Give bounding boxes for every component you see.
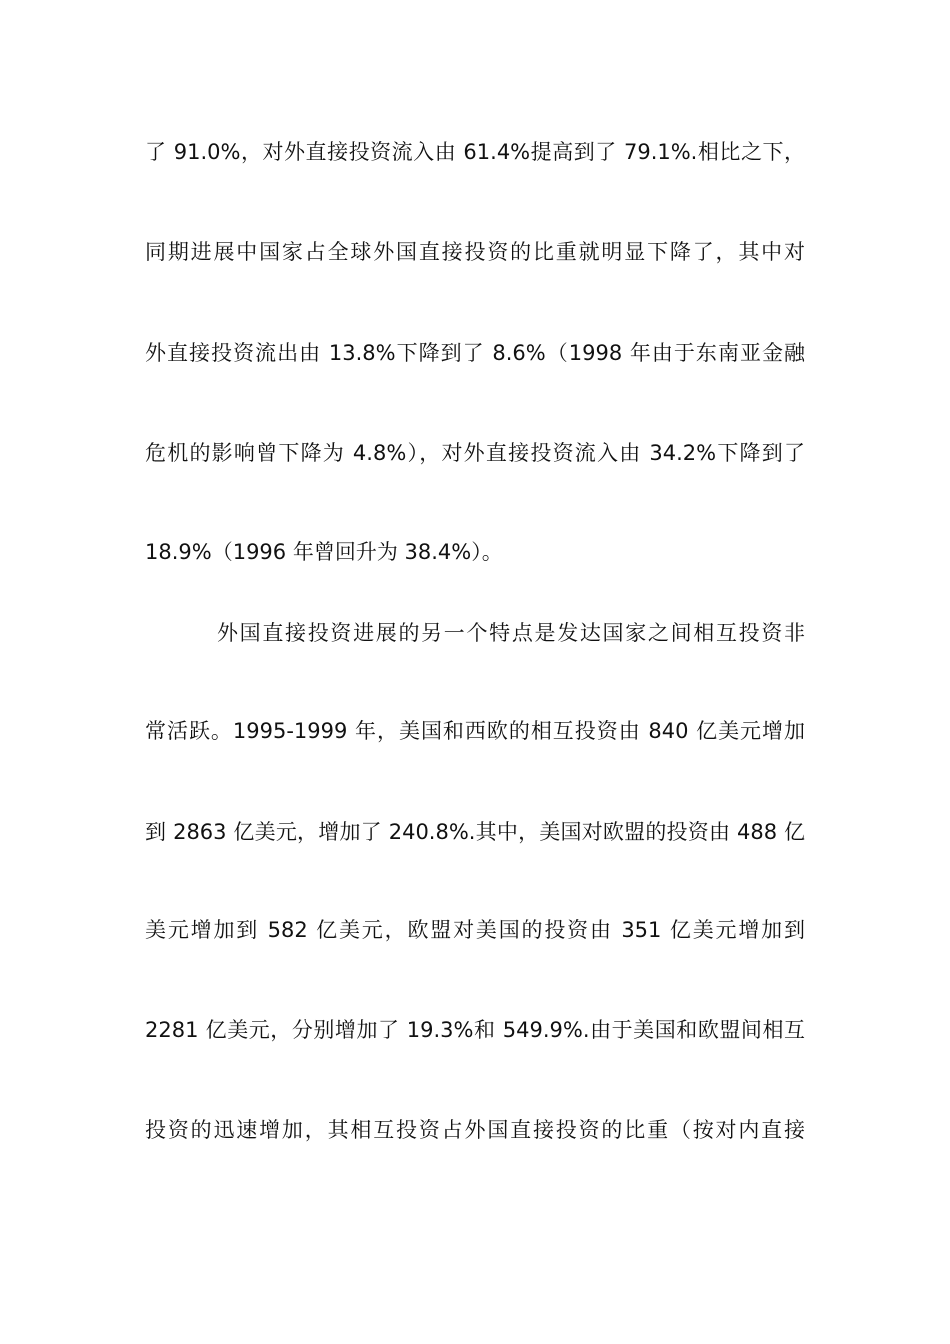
text-line-5: 18.9%（1996 年曾回升为 38.4%）。 (145, 540, 503, 564)
text-line-7: 常活跃。1995-1999 年，美国和西欧的相互投资由 840 亿美元增加 (145, 719, 805, 743)
text-line-4: 危机的影响曾下降为 4.8%），对外直接投资流入由 34.2%下降到了 (145, 441, 805, 465)
text-line-10: 2281 亿美元，分别增加了 19.3%和 549.9%.由于美国和欧盟间相互 (145, 1018, 805, 1042)
text-line-3: 外直接投资流出由 13.8%下降到了 8.6%（1998 年由于东南亚金融 (145, 341, 805, 365)
text-line-9: 美元增加到 582 亿美元，欧盟对美国的投资由 351 亿美元增加到 (145, 918, 805, 942)
text-line-1: 了 91.0%，对外直接投资流入由 61.4%提高到了 79.1%.相比之下， (145, 140, 805, 164)
text-line-2: 同期进展中国家占全球外国直接投资的比重就明显下降了，其中对 (145, 240, 805, 264)
text-line-8: 到 2863 亿美元，增加了 240.8%.其中，美国对欧盟的投资由 488 亿 (145, 820, 805, 844)
text-line-11: 投资的迅速增加，其相互投资占外国直接投资的比重（按对内直接 (145, 1118, 805, 1142)
text-line-6: 外国直接投资进展的另一个特点是发达国家之间相互投资非 (217, 621, 805, 645)
